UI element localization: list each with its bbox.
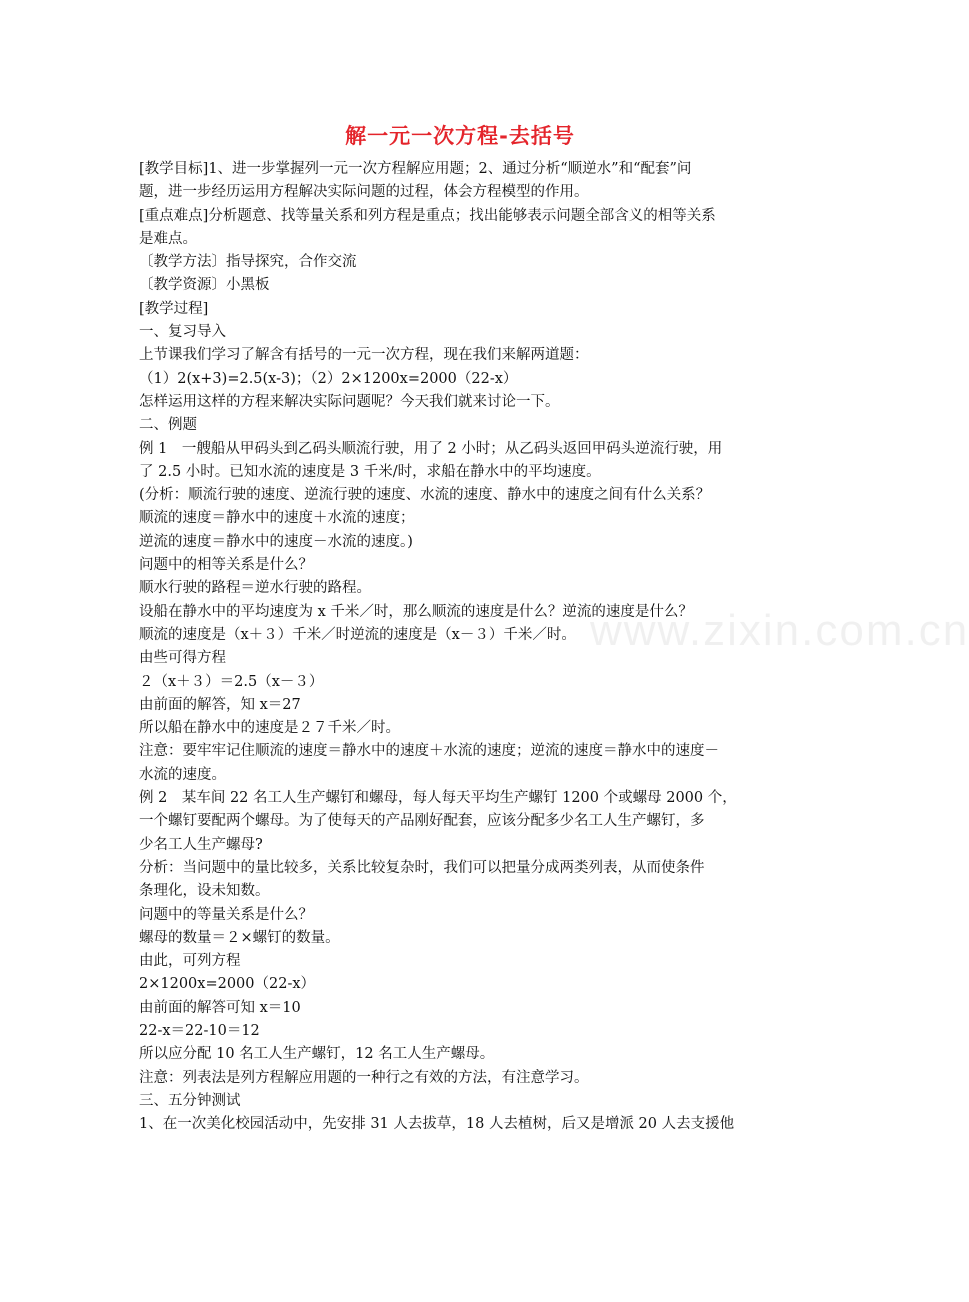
text-line: 由些可得方程 [139, 650, 226, 667]
text-line: 由前面的解答可知 x＝10 [139, 999, 301, 1016]
text-line: 1、在一次美化校园活动中，先安排 31 人去拔草，18 人去植树，后又是增派 20 人去支援他 [139, 1116, 735, 1133]
document-body [139, 158, 787, 1136]
text-line: 例 2 某车间 22 名工人生产螺钉和螺母，每人每天平均生产螺钉 1200 个或螺母 2000 个， [139, 790, 737, 807]
text-line: 设船在静水中的平均速度为 x 千米／时，那么顺流的速度是什么？逆流的速度是什么？ [139, 603, 693, 620]
text-line: 少名工人生产螺母? [139, 836, 263, 853]
text-line: 〔教学方法〕指导探究，合作交流 [139, 254, 357, 271]
text-line: 问题中的等量关系是什么？ [139, 906, 313, 923]
text-line: [教学目标]1、进一步掌握列一元一次方程解应用题；2、通过分析“顺逆水”和“配套”问 [139, 161, 692, 177]
text-line: 顺流的速度＝静水中的速度＋水流的速度； [139, 510, 415, 527]
text-line: （1）2(x+3)=2.5(x-3)；（2）2×1200x=2000（22-x） [139, 370, 518, 387]
text-line: 问题中的相等关系是什么？ [139, 557, 313, 574]
text-line: 怎样运用这样的方程来解决实际问题呢？今天我们就来讨论一下。 [139, 393, 560, 410]
text-line: 例 1 一艘船从甲码头到乙码头顺流行驶，用了 2 小时；从乙码头返回甲码头逆流行驶，用 [139, 440, 723, 457]
text-line: 所以船在静水中的速度是２７千米／时。 [139, 720, 400, 737]
text-line: 了 2.5 小时。已知水流的速度是 3 千米/时，求船在静水中的平均速度。 [139, 463, 601, 480]
text-line: 是难点。 [139, 230, 197, 247]
section-heading: 一、复习导入 [139, 324, 226, 341]
text-line: 分析：当问题中的量比较多，关系比较复杂时，我们可以把量分成两类列表，从而使条件 [139, 859, 705, 876]
watermark: www.zixin.com.cn [590, 606, 969, 655]
text-line: 〔教学资源〕小黑板 [139, 277, 270, 294]
text-line: 条理化，设未知数。 [139, 883, 270, 900]
text-line: 顺流的速度是（x＋３）千米／时逆流的速度是（x－３）千米／时。 [139, 626, 576, 643]
text-line: 由前面的解答，知 x＝27 [139, 696, 301, 713]
text-line: 题，进一步经历运用方程解决实际问题的过程，体会方程模型的作用。 [139, 184, 589, 201]
section-heading: 三、五分钟测试 [139, 1092, 241, 1109]
equation-line: 22-x＝22-10＝12 [139, 1022, 260, 1039]
equation-line: ２（x＋３）＝2.5（x－３） [139, 673, 324, 690]
text-line: 由此，可列方程 [139, 953, 241, 970]
document-title: 解一元一次方程-去括号 [345, 124, 575, 148]
text-line: 上节课我们学习了解含有括号的一元一次方程，现在我们来解两道题： [139, 347, 589, 364]
text-line: 注意：列表法是列方程解应用题的一种行之有效的方法，有注意学习。 [139, 1069, 589, 1086]
text-line: 一个螺钉要配两个螺母。为了使每天的产品刚好配套，应该分配多少名工人生产螺钉，多 [139, 813, 705, 830]
text-line: 逆流的速度＝静水中的速度－水流的速度。) [139, 533, 413, 550]
text-line: 螺母的数量＝２×螺钉的数量。 [139, 929, 340, 946]
text-line: 顺水行驶的路程＝逆水行驶的路程。 [139, 580, 371, 597]
text-line: 所以应分配 10 名工人生产螺钉，12 名工人生产螺母。 [139, 1046, 495, 1063]
text-line: [重点难点]分析题意、找等量关系和列方程是重点；找出能够表示问题全部含义的相等关系 [139, 207, 716, 224]
section-heading: 二、例题 [139, 417, 197, 434]
text-line: 水流的速度。 [139, 766, 226, 783]
text-line: 注意：要牢牢记住顺流的速度＝静水中的速度＋水流的速度；逆流的速度＝静水中的速度－ [139, 743, 719, 760]
text-line: (分析：顺流行驶的速度、逆流行驶的速度、水流的速度、静水中的速度之间有什么关系？ [139, 487, 711, 504]
text-line: [教学过程] [139, 300, 209, 317]
equation-line: 2×1200x=2000（22-x） [139, 976, 316, 993]
